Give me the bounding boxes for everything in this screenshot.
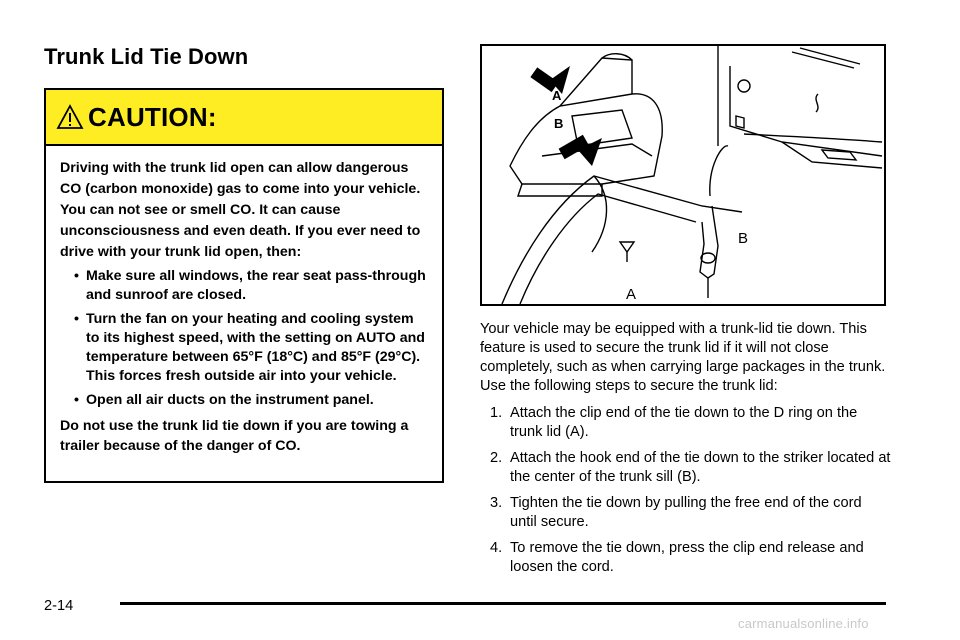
trunk-tie-down-illustration — [480, 44, 886, 306]
illustration-drawing — [482, 46, 884, 304]
figure-label-a-small: A — [552, 88, 562, 103]
caution-bullet: • Make sure all windows, the rear seat pass-through and sunroof are closed. — [60, 267, 428, 305]
step-text: Attach the hook end of the tie down to the striker located at the center of the trunk sill (B). — [510, 450, 891, 485]
step-item — [480, 449, 892, 487]
step-number: 2. — [490, 450, 503, 466]
step-number: 3. — [490, 495, 503, 511]
caution-box — [44, 88, 444, 483]
steps-list — [480, 404, 892, 577]
caution-closing: Do not use the trunk lid tie down if you are towing a trailer because of the danger of CO. — [60, 418, 409, 454]
figure-label-b: B — [738, 230, 749, 247]
step-text: Tighten the tie down by pulling the free end of the cord until secure. — [510, 495, 862, 530]
step-number: 1. — [490, 405, 503, 421]
caution-heading: CAUTION: — [88, 101, 217, 132]
step-text: To remove the tie down, press the clip end release and loosen the cord. — [510, 540, 864, 575]
figure-label-b-small: B — [554, 116, 564, 131]
instructions — [480, 320, 892, 584]
caution-bullet: • Turn the fan on your heating and cooling system to its highest speed, with the setting on AUTO and temperature between 65°F (18°C) and 85°F (29°C). This forces fresh outside air into your vehicle. — [60, 310, 428, 386]
step-item — [480, 404, 892, 442]
step-number: 4. — [490, 540, 503, 556]
page-title: Trunk Lid Tie Down — [44, 44, 249, 69]
caution-bullet: • Open all air ducts on the instrument panel. — [60, 391, 428, 410]
caution-intro: Driving with the trunk lid open can allow dangerous CO (carbon monoxide) gas to come into your vehicle. You can not see or smell CO. It can cause unconsciousness and even death. If you ever need to drive with your trunk lid open, then: — [60, 160, 421, 260]
footer-rule — [120, 602, 886, 605]
step-item — [480, 494, 892, 532]
step-item — [480, 539, 892, 577]
step-text: Attach the clip end of the tie down to the D ring on the trunk lid (A). — [510, 405, 858, 440]
caution-bullet-list — [60, 267, 428, 410]
instructions-intro: Your vehicle may be equipped with a trunk-lid tie down. This feature is used to secure the trunk lid if it will not close completely, such as when carrying large packages in the trunk. Use the following steps to secure the trunk lid: — [480, 321, 886, 394]
warning-triangle-icon — [56, 103, 84, 131]
caution-body — [46, 146, 442, 456]
page-number: 2-14 — [44, 598, 74, 614]
caution-header — [46, 90, 442, 146]
figure-label-a: A — [626, 286, 637, 303]
watermark: carmanualsonline.info — [738, 616, 869, 631]
